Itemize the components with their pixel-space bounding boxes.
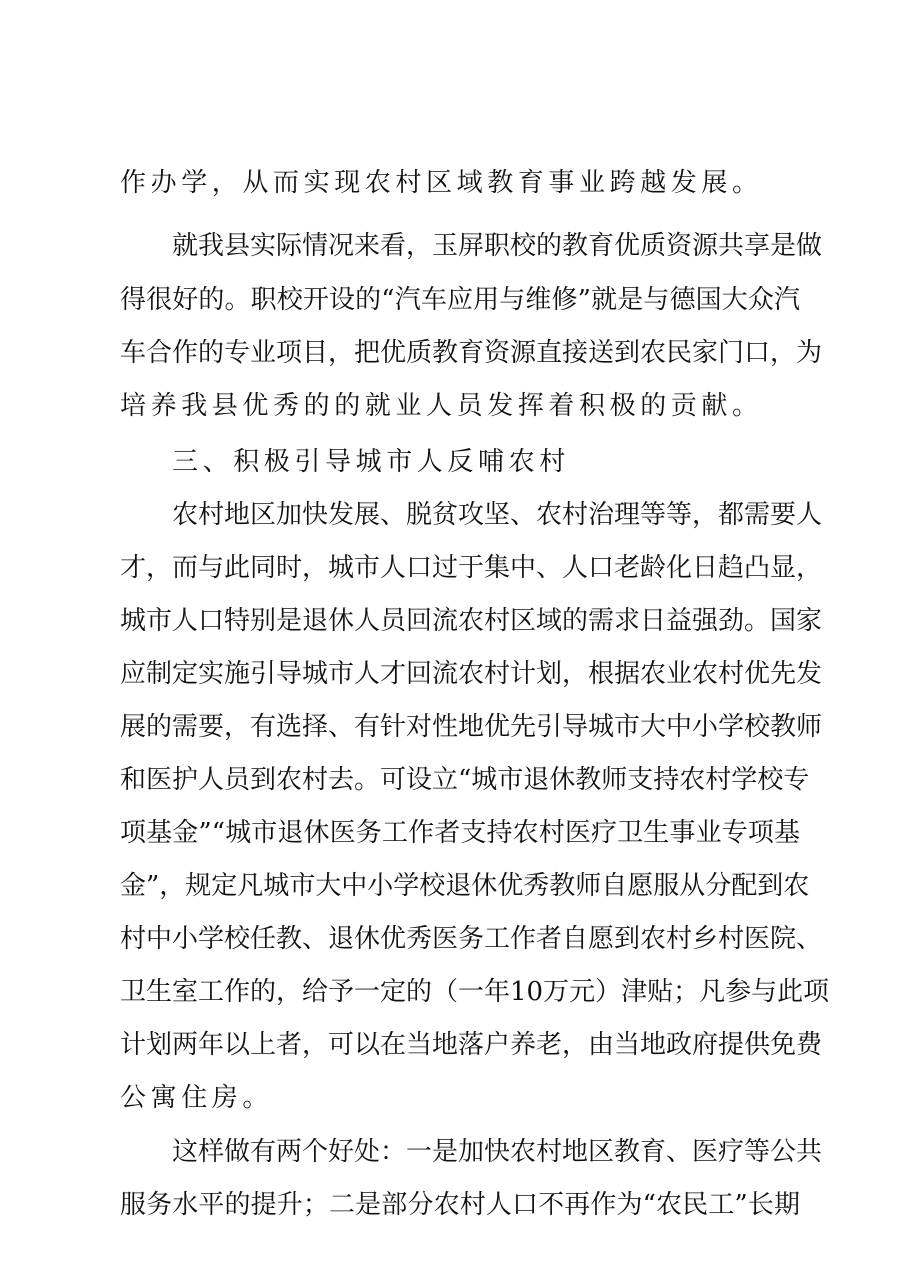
paragraph-line: 服务水平的提升；二是部分农村人口不再作为“农民工”长期 [120,1190,800,1220]
paragraph-line: 卫生室工作的，给予一定的（一年10万元）津贴；凡参与此项 [120,977,830,1007]
paragraph-line: 这样做有两个好处：一是加快农村地区教育、医疗等公共 [172,1137,823,1167]
paragraph-line: 展的需要，有选择、有针对性地优先引导城市大中小学校教师 [120,712,823,742]
paragraph-line: 得很好的。职校开设的“汽车应用与维修”就是与德国大众汽 [120,285,800,315]
paragraph-line: 计划两年以上者，可以在当地落户养老，由当地政府提供免费 [120,1030,823,1060]
paragraph-line: 培养我县优秀的的就业人员发挥着积极的贡献。 [120,391,763,421]
paragraph-line: 就我县实际情况来看，玉屏职校的教育优质资源共享是做 [172,231,823,261]
paragraph-line: 项基金”“城市退休医务工作者支持农村医疗卫生事业专项基 [120,818,800,848]
paragraph-line: 金”，规定凡城市大中小学校退休优秀教师自愿服从分配到农 [120,871,810,901]
paragraph-line: 和医护人员到农村去。可设立“城市退休教师支持农村学校专 [120,765,810,795]
paragraph-line: 城市人口特别是退休人员回流农村区域的需求日益强劲。国家 [120,606,823,636]
paragraph-line: 才，而与此同时，城市人口过于集中、人口老龄化日趋凸显， [120,553,823,583]
paragraph-line: 公寓住房。 [120,1083,274,1113]
paragraph-line: 村中小学校任教、退休优秀医务工作者自愿到农村乡村医院、 [120,924,823,954]
section-heading: 三、积极引导城市人反哺农村 [172,447,570,477]
paragraph-line: 作办学，从而实现农村区域教育事业跨越发展。 [120,168,763,198]
paragraph-line: 农村地区加快发展、脱贫攻坚、农村治理等等，都需要人 [172,500,823,530]
paragraph-line: 车合作的专业项目，把优质教育资源直接送到农民家门口，为 [120,338,823,368]
paragraph-line: 应制定实施引导城市人才回流农村计划，根据农业农村优先发 [120,659,823,689]
